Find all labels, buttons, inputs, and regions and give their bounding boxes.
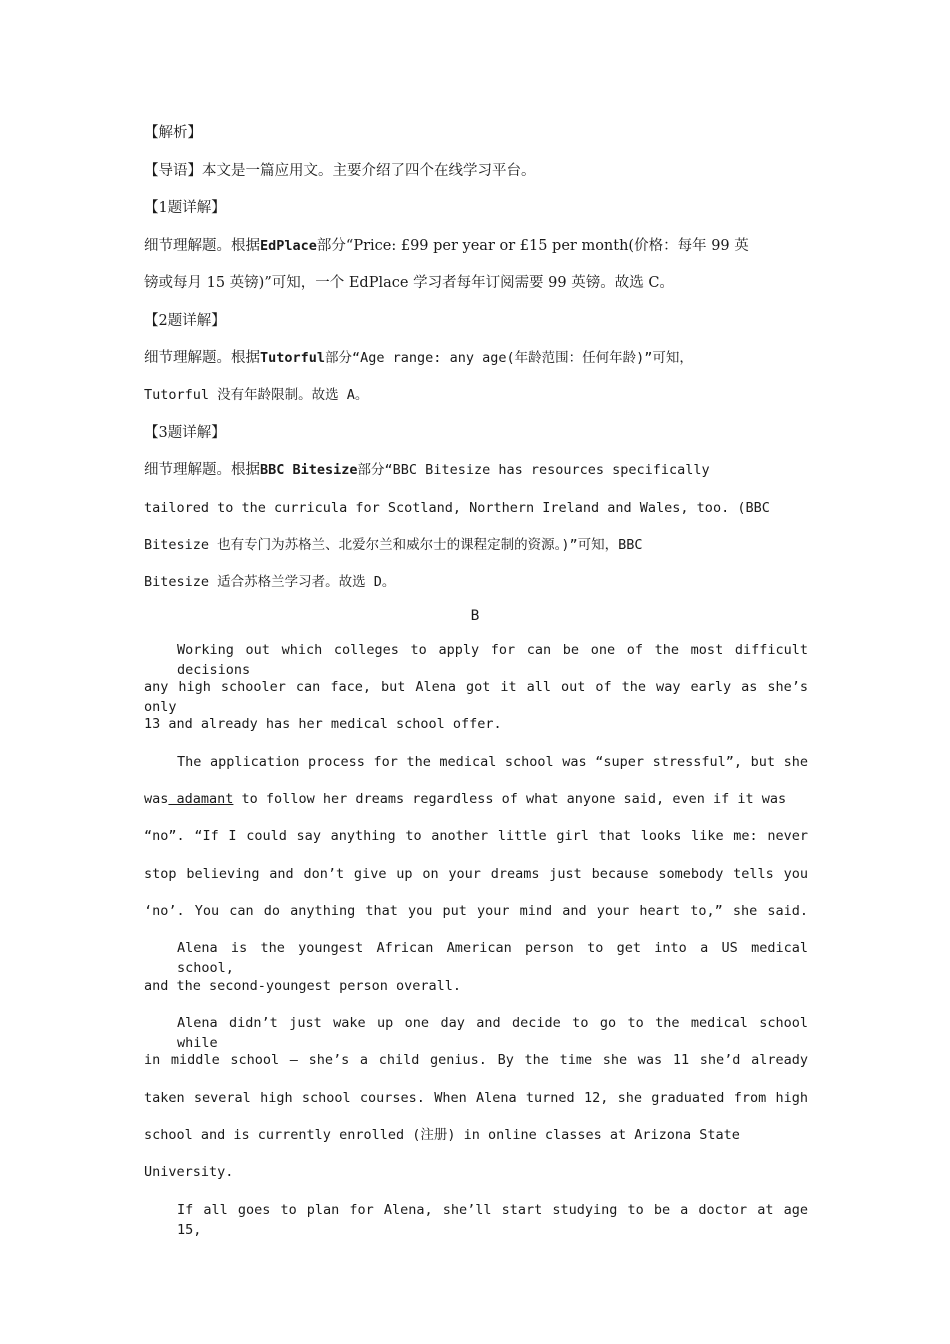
q3-line-1: [144, 460, 808, 480]
q1-line-1-a: 细节理解题。根据: [144, 238, 260, 254]
q2-keyword: Tutorful: [260, 350, 326, 366]
q1-line-2: 镑或每月 15 英镑)”可知，一个 EdPlace 学习者每年订阅需要 99 英镑。故选 C。: [144, 275, 674, 291]
p2-line-5: ‘no’. You can do anything that you put your mind and your heart to,” she said.: [144, 903, 808, 919]
q3-header: 【3题详解】: [144, 425, 226, 441]
p4-line-1: Alena didn’t just wake up one day and decide to go to the medical school while: [177, 1015, 808, 1051]
q3-line-2: tailored to the curricula for Scotland, Northern Ireland and Wales, too. (BBC: [144, 500, 770, 516]
q2-header: 【2题详解】: [144, 313, 226, 329]
q1-line-1-c: 部分“Price: £99 per year or £15 per month(价格：每年 99 英: [316, 238, 749, 254]
p3-line-2: and the second-youngest person overall.: [144, 978, 461, 994]
p2-line-4: stop believing and don’t give up on your dreams just because somebody tells you: [144, 866, 808, 882]
p4-line-4: school and is currently enrolled (注册) in online classes at Arizona State: [144, 1127, 740, 1143]
p5-line-1: If all goes to plan for Alena, she’ll start studying to be a doctor at age 15,: [177, 1202, 808, 1238]
analysis-header: 【解析】: [144, 125, 202, 141]
q2-line-1-a: 细节理解题。根据: [144, 350, 260, 366]
p4-line-5: University.: [144, 1164, 234, 1180]
p2-line-1: The application process for the medical school was “super stressful”, but she: [177, 754, 808, 770]
p3-line-1: Alena is the youngest African American person to get into a US medical school,: [177, 940, 808, 976]
q3-line-3: Bitesize 也有专门为苏格兰、北爱尔兰和威尔士的课程定制的资源。)”可知，BBC: [144, 537, 643, 553]
p4-line-2: in middle school — she’s a child genius. By the time she was 11 she’d already: [144, 1052, 808, 1068]
p1-line-3: 13 and already has her medical school offer.: [144, 716, 502, 732]
p2-line-3: “no”. “If I could say anything to another little girl that looks like me: never: [144, 828, 808, 844]
q1-header: 【1题详解】: [144, 200, 226, 216]
section-label: B: [470, 608, 480, 624]
q3-line-4: Bitesize 适合苏格兰学习者。故选 D。: [144, 574, 396, 590]
q3-line-1-c: 部分“BBC Bitesize has resources specifically: [357, 462, 710, 478]
underlined-word-adamant: adamant: [168, 791, 234, 807]
q3-line-1-a: 细节理解题。根据: [144, 462, 260, 478]
p4-line-3: taken several high school courses. When Alena turned 12, she graduated from high: [144, 1090, 808, 1106]
p2-line-2-a: was: [144, 791, 169, 807]
intro-text: 【导语】本文是一篇应用文。主要介绍了四个在线学习平台。: [144, 163, 536, 179]
p1-line-2: any high schooler can face, but Alena got it all out of the way early as she’s only: [144, 679, 808, 715]
q2-line-1-c: 部分“Age range: any age(年龄范围：任何年龄)”可知，: [325, 350, 693, 366]
p2-line-2: [144, 789, 808, 809]
q1-keyword: EdPlace: [260, 238, 317, 254]
p2-line-2-c: to follow her dreams regardless of what anyone said, even if it was: [233, 791, 787, 807]
q1-line-1: [144, 236, 808, 256]
q3-keyword: BBC Bitesize: [260, 462, 358, 478]
q2-line-1: [144, 348, 808, 368]
p1-line-1: Working out which colleges to apply for can be one of the most difficult decisions: [177, 642, 808, 678]
q2-line-2: Tutorful 没有年龄限制。故选 A。: [144, 387, 369, 403]
